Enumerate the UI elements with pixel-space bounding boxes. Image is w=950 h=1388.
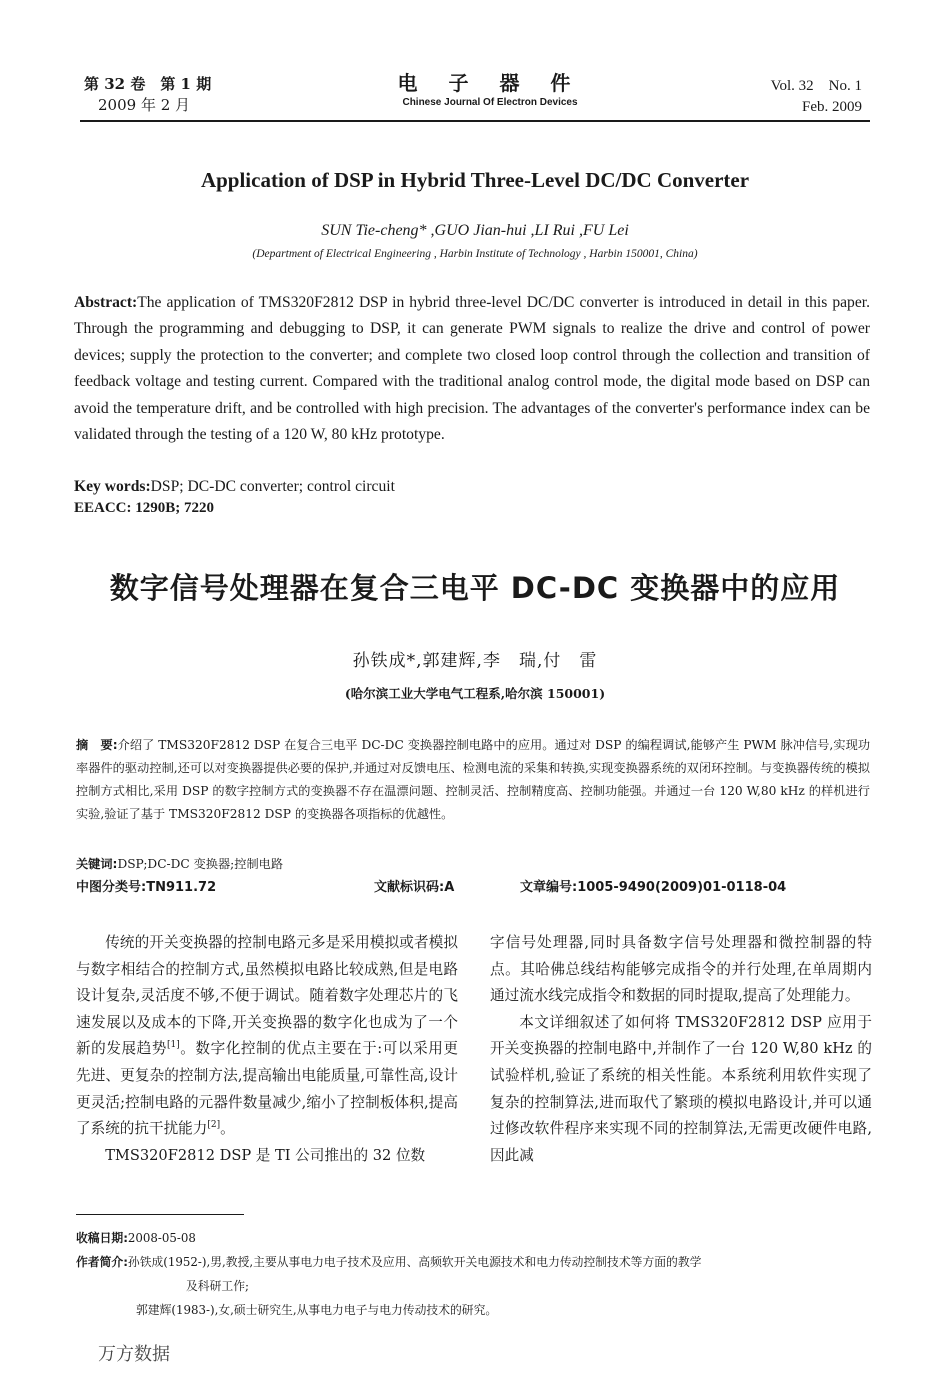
volume-issue-en: Vol. 32 No. 1 (770, 78, 862, 94)
english-title: Application of DSP in Hybrid Three-Level DC/DC Converter (200, 168, 750, 192)
watermark: 万方数据 (98, 1344, 170, 1365)
received-value: 2008-05-08 (127, 1231, 196, 1245)
abstract-text: The application of TMS320F2812 DSP in hybrid three-level DC/DC converter is introduced in detail in this paper. Through the programming and debugging to DSP, it can generate PWM signals to realize the drive and control of power devices; supply the protection to the converter; and complete two closed loop control through the collection and transition of feedback voltage and testing current. Compared with the traditional analog control mode, the digital mode based on DSP can avoid the temperature drift, and be controlled with high precision. The advantages of the converter's performance index can be validated through the testing of a 120 W, 80 kHz prototype. (74, 294, 870, 444)
body-paragraph (76, 930, 458, 1143)
journal-name-cn: 电 子 器 件 (397, 71, 583, 95)
journal-title (330, 70, 650, 110)
body-paragraph: 字信号处理器,同时具备数字信号处理器和微控制器的特点。其哈佛总线结构能够完成指令的并行处理,在单周期内通过流水线完成指令和数据的同时提取,提高了处理能力。 (490, 934, 872, 1005)
date-en: Feb. 2009 (802, 99, 862, 115)
chinese-keywords (76, 853, 283, 875)
bio-text: 孙铁成(1952-),男,教授,主要从事电力电子技术及应用、高频软开关电源技术和电力传动控制技术等方面的教学 (127, 1255, 702, 1269)
author-bio-2: 郭建辉(1983-),女,硕士研究生,从事电力电子与电力传动技术的研究。 (136, 1303, 498, 1317)
body-column-right (490, 930, 872, 1169)
chinese-abstract (76, 734, 870, 826)
chinese-affiliation: (哈尔滨工业大学电气工程系,哈尔滨 150001) (344, 686, 606, 701)
cn-keywords-text: DSP;DC-DC 变换器;控制电路 (117, 857, 284, 871)
author-bio-cont: 及科研工作; (186, 1279, 249, 1293)
citation-ref[interactable]: [1] (166, 1040, 180, 1051)
chinese-title: 数字信号处理器在复合三电平 DC-DC 变换器中的应用 (109, 571, 841, 605)
citation-ref[interactable]: [2] (207, 1120, 221, 1131)
class-number: 中图分类号:TN911.72 (76, 880, 217, 895)
body-paragraph: TMS320F2812 DSP 是 TI 公司推出的 32 位数 (105, 1146, 426, 1164)
header-volume-en (771, 76, 862, 118)
english-authors: SUN Tie-cheng* ,GUO Jian-hui ,LI Rui ,FU Lei (321, 222, 629, 239)
keywords-text: DSP; DC-DC converter; control circuit (150, 478, 395, 495)
body-column-left (76, 930, 458, 1169)
bio-label: 作者简介: (76, 1255, 128, 1269)
date-cn: 2009 年 2 月 (98, 96, 191, 114)
body-text: 。数字化控制的优点主要在于:可以采用更先进、更复杂的控制方法,提高输出电能质量,可靠性高,设计更灵活;控制电路的元器件数量减少,缩小了控制板体积,提高了系统的抗干扰能力 (76, 1040, 458, 1138)
received-date (76, 1226, 872, 1250)
cn-abstract-label: 摘 要: (76, 738, 118, 752)
article-number: 文章编号:1005-9490(2009)01-0118-04 (520, 880, 787, 895)
english-affiliation: (Department of Electrical Engineering , Harbin Institute of Technology , Harbin 150001, China) (252, 248, 698, 260)
chinese-authors: 孙铁成*,郭建辉,李 瑞,付 雷 (352, 651, 598, 671)
author-bio (76, 1250, 872, 1274)
cn-abstract-text: 介绍了 TMS320F2812 DSP 在复合三电平 DC-DC 变换器控制电路中的应用。通过对 DSP 的编程调试,能够产生 PWM 脉冲信号,实现功率器件的驱动控制,还可以对变换器提供必要的保护,并通过对反馈电压、检测电流的采集和转换,实现变换器系统的双闭环控制。与变换器传统的模拟控制方式相比,采用 DSP 的数字控制方式的变换器不存在温漂问题、控制灵活、控制精度高、控制功能强。并通过一台 120 W,80 kHz 的样机进行实验,验证了基于 TMS320F2812 DSP 的变换器各项指标的优越性。 (76, 738, 871, 821)
cn-keywords-label: 关键词: (76, 857, 118, 871)
body-paragraph: 本文详细叙述了如何将 TMS320F2812 DSP 应用于开关变换器的控制电路中,并制作了一台 120 W,80 kHz 的试验样机,验证了系统的相关性能。本系统利用软件实现了复杂的控制算法,进而取代了繁琐的模拟电路设计,并可以通过修改软件程序来实现不同的控制算法,无需更改硬件电路,因此减 (490, 1013, 872, 1164)
eeacc-code: EEACC: 1290B; 7220 (74, 500, 215, 516)
volume-issue-cn: 第 32 卷 第 1 期 (84, 75, 212, 93)
body-text: 传统的开关变换器的控制电路元多是采用模拟或者模拟与数字相结合的控制方式,虽然模拟电路比较成熟,但是电路设计复杂,灵活度不够,不便于调试。随着数字处理芯片的飞速发展以及成本的下降,开关变换器的数字化也成为了一个新的发展趋势 (76, 934, 458, 1058)
abstract-label: Abstract: (74, 294, 138, 311)
header-divider (80, 120, 870, 122)
footnote-divider (76, 1214, 244, 1215)
received-label: 收稿日期: (76, 1231, 128, 1245)
document-code: 文献标识码:A (374, 880, 455, 895)
body-text: 。 (220, 1120, 235, 1138)
header-volume-cn (84, 74, 211, 116)
english-abstract (74, 290, 870, 448)
journal-name-en: Chinese Journal Of Electron Devices (402, 97, 578, 108)
footnotes (76, 1226, 872, 1322)
keywords-label: Key words: (74, 478, 151, 495)
english-keywords (74, 475, 870, 499)
